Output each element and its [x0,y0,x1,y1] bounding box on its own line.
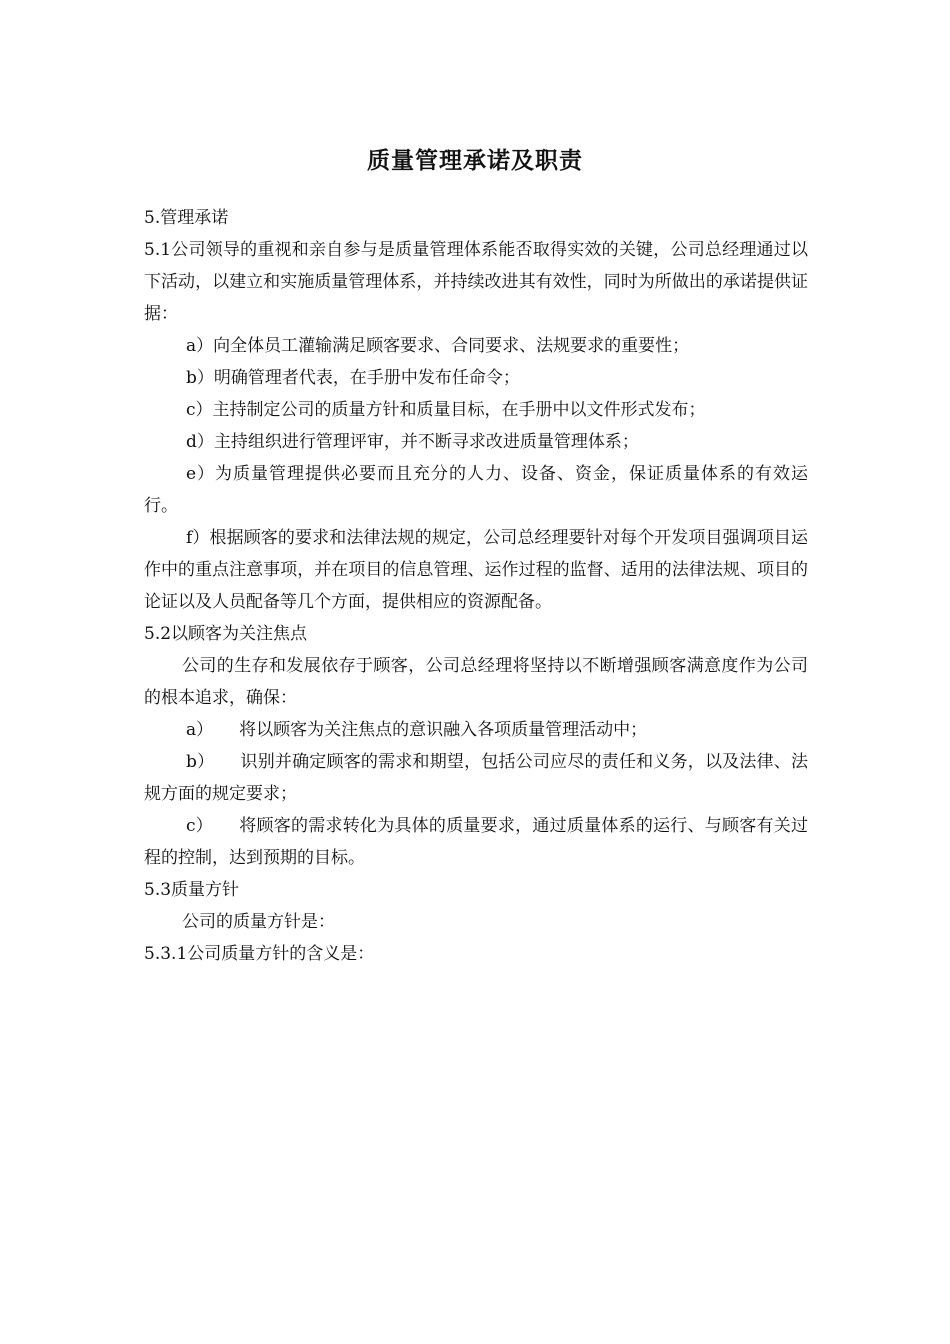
customer-item-b-label: b） [186,752,215,772]
customer-item-b-text: 识别并确定顾客的需求和期望，包括公司应尽的责任和义务，以及法律、法规方面的规定要求； [144,752,808,804]
section-heading-5-3-1: 5.3.1公司质量方针的含义是： [144,944,375,964]
list-item-f: f）根据顾客的要求和法律法规的规定，公司总经理要针对每个开发项目强调项目运作中的重点注意事项，并在项目的信息管理、运作过程的监督、适用的法律法规、项目的论证以及人员配备等几个方面，提供相应的资源配备。 [144,528,808,612]
list-item-b: b）明确管理者代表，在手册中发布任命令； [186,368,520,388]
customer-item-b [144,746,808,810]
list-item-a: a）向全体员工灌输满足顾客要求、合同要求、法规要求的重要性； [186,336,690,356]
paragraph-5-1: 5.1公司领导的重视和亲自参与是质量管理体系能否取得实效的关键，公司总经理通过以下活动，以建立和实施质量管理体系，并持续改进其有效性，同时为所做出的承诺提供证据： [144,240,808,324]
list-item-d: d）主持组织进行管理评审，并不断寻求改进质量管理体系； [186,432,639,452]
section-heading-5: 5.管理承诺 [144,208,229,228]
list-item-e: e）为质量管理提供必要而且充分的人力、设备、资金，保证质量体系的有效运行。 [144,464,808,516]
customer-item-a [144,714,808,746]
list-item-c: c）主持制定公司的质量方针和质量目标，在手册中以文件形式发布； [186,400,706,420]
paragraph-5-2-intro: 公司的生存和发展依存于顾客，公司总经理将坚持以不断增强顾客满意度作为公司的根本追求，确保： [144,656,808,708]
customer-item-c-label: c） [186,816,214,836]
quality-policy-line: 公司的质量方针是： [182,912,335,932]
customer-item-c [144,810,808,874]
document-body [144,202,808,970]
section-heading-5-3: 5.3质量方针 [144,880,240,900]
customer-item-c-text: 将顾客的需求转化为具体的质量要求，通过质量体系的运行、与顾客有关过程的控制，达到预期的目标。 [144,816,808,868]
document-title: 质量管理承诺及职责 [367,147,583,174]
customer-item-a-label: a） [186,720,214,740]
section-heading-5-2: 5.2以顾客为关注焦点 [144,624,308,644]
customer-item-a-text: 将以顾客为关注焦点的意识融入各项质量管理活动中； [239,720,648,740]
